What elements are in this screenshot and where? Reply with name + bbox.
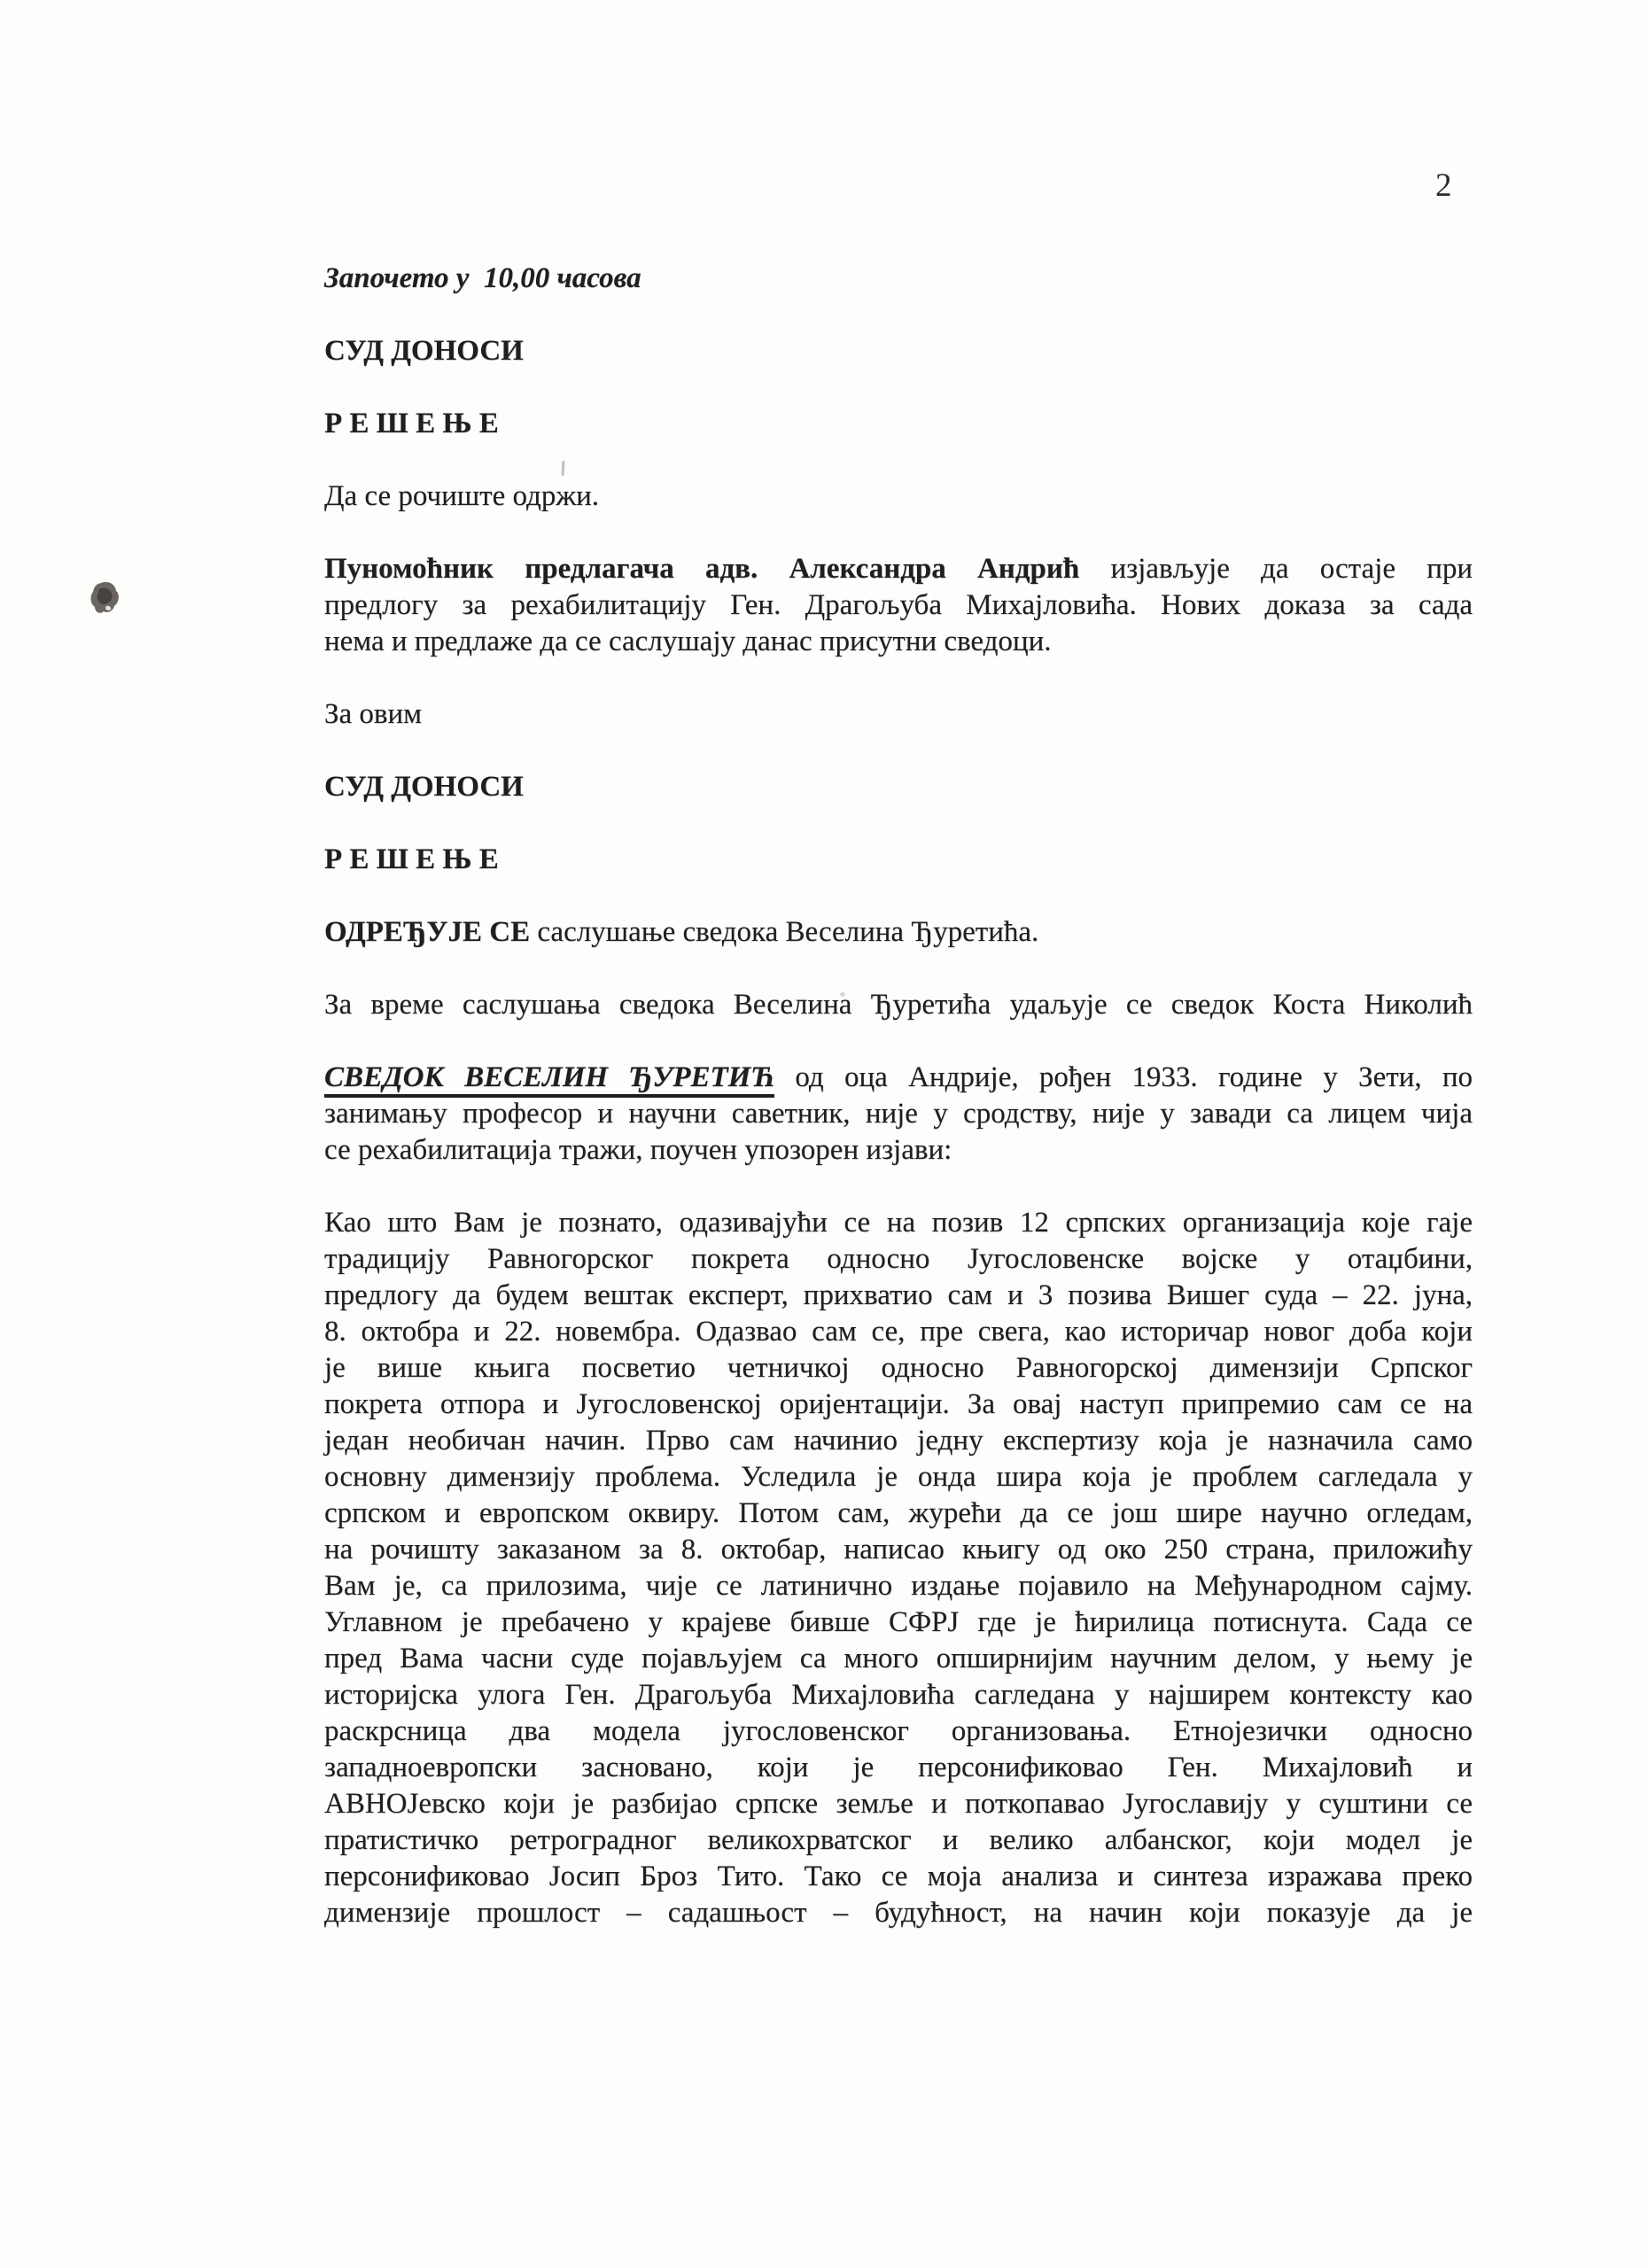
- text-line: раскрсница два модела југословенског организовања. Етнојезички односно: [324, 1715, 1473, 1747]
- text-line: је више књига посветио четничкој односно Равногорској димензији Српског: [324, 1352, 1473, 1384]
- text-line: традицију Равногорског покрета односно Југословенске војске у отаџбини,: [324, 1243, 1473, 1275]
- hearing-held-line: Да се рочиште одржи.: [324, 480, 600, 512]
- text-line: пратистичко ретроградног великохрватског и велико албанског, који модел је: [324, 1824, 1473, 1856]
- court-issues-heading-1: СУД ДОНОСИ: [324, 335, 524, 367]
- text-line: димензије прошлост – садашњост – будућност, на начин који показује да је: [324, 1897, 1473, 1929]
- witness-intro-paragraph: [324, 1060, 1473, 1169]
- text-line: српском и европском оквиру. Потом сам, журећи да се још шире научно огледам,: [324, 1497, 1473, 1529]
- text-line: основну димензију проблема. Уследила је онда шира која је проблем сагледала у: [324, 1461, 1473, 1493]
- text-line: АВНОЈевско који је разбијао српске земље и поткопавао Југославију у суштини се: [324, 1788, 1473, 1820]
- attorney-statement-paragraph: [324, 551, 1473, 660]
- document-body: [324, 260, 1473, 1968]
- text-line: Углавном је пребачено у крајеве бивше СФРЈ где је ћирилица потиснута. Сада се: [324, 1606, 1473, 1638]
- text-line: занимању професор и научни саветник, није у сродству, није у завади са лицем чија: [324, 1098, 1473, 1130]
- ink-smudge-artifact: [89, 580, 122, 617]
- text-line: предлогу за рехабилитацију Ген. Драгољуба Михајловића. Нових доказа за сада: [324, 589, 1473, 621]
- text-line: предлогу да будем вештак експерт, прихватио сам и 3 позива Вишег суда – 22. јуна,: [324, 1279, 1473, 1311]
- orders-bold-lead: ОДРЕЂУЈЕ СЕ: [324, 916, 531, 948]
- orders-line: [324, 914, 1473, 951]
- text-line: Пуномоћник предлагача адв. Александра Андрић изјављује да остаје при: [324, 553, 1473, 585]
- text-line: западноевропски засновано, који је персонификовао Ген. Михајловић и: [324, 1751, 1473, 1783]
- page-number: 2: [1435, 167, 1452, 204]
- text-line: на рочишту заказаном за 8. октобар, написао књигу од око 250 страна, приложићу: [324, 1534, 1473, 1565]
- text-line: Вам је, са прилозима, чије се латинично издање појавило на Међународном сајму.: [324, 1570, 1473, 1602]
- decision-heading-1: Р Е Ш Е Њ Е: [324, 408, 499, 439]
- text-line: 8. октобра и 22. новембра. Одазвао сам се, пре свега, као историчар новог доба који: [324, 1316, 1473, 1348]
- orders-rest: саслушање сведока Веселина Ђуретића.: [530, 916, 1039, 948]
- text-line: се рехабилитација тражи, поучен упозорен изјави:: [324, 1134, 952, 1166]
- started-at-line: Започето у 10,00 часова: [324, 262, 641, 294]
- text-line: нема и предлаже да се саслушају данас присутни сведоци.: [324, 625, 1052, 657]
- text-line: један необичан начин. Прво сам начинио једну експертизу која је назначила само: [324, 1425, 1473, 1456]
- text-line: Као што Вам је познато, одазивајући се на позив 12 српских организација које гаје: [324, 1207, 1473, 1239]
- testimony-paragraph: [324, 1205, 1473, 1931]
- text-line: персонификовао Јосип Броз Тито. Тако се моја анализа и синтеза изражава преко: [324, 1860, 1473, 1892]
- witness-removal-line: За време саслушања сведока Веселина Ђуретића удаљује се сведок Коста Николић: [324, 989, 1473, 1021]
- text-line: покрета отпора и Југословенској оријентацији. За овај наступ припремио сам се на: [324, 1388, 1473, 1420]
- after-this-line: За овим: [324, 698, 423, 730]
- text-line: пред Вама часни суде појављујем са много опширнијим научним делом, у њему је: [324, 1643, 1473, 1674]
- text-line: историјска улога Ген. Драгољуба Михајловића сагледана у најширем контексту као: [324, 1679, 1473, 1711]
- court-issues-heading-2: СУД ДОНОСИ: [324, 771, 524, 803]
- decision-heading-2: Р Е Ш Е Њ Е: [324, 843, 499, 875]
- text-line: СВЕДОК ВЕСЕЛИН ЂУРЕТИЋ од оца Андрије, рођен 1933. године у Зети, по: [324, 1060, 1473, 1096]
